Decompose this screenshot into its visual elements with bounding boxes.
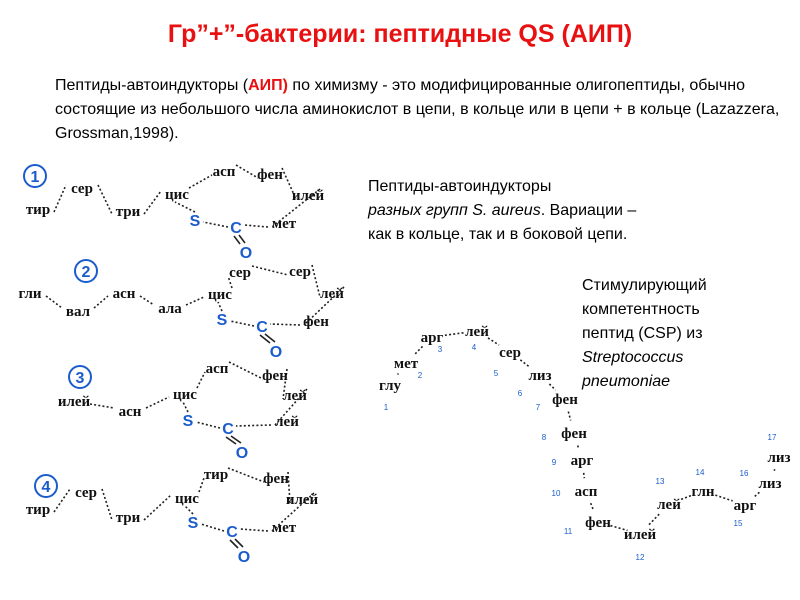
csp-residue: сер [499,345,521,361]
csp-bond [591,503,594,510]
aip-4-chain-bond [144,495,171,520]
aip-3-carbon-atom: C [222,421,234,438]
caption-saureus-line3: как в кольце, так и в боковой цепи. [368,226,628,243]
csp-residue: асп [574,484,598,500]
aip-3-ring-residue: цис [173,387,197,403]
aip-1-chain-residue: сер [71,181,93,197]
aip-4-chain-residue: три [115,510,141,526]
csp-bond [578,445,579,447]
aip-2-chain-bond [94,296,108,308]
aip-1-chain-residue: три [115,204,141,220]
csp-residue: глу [379,378,401,394]
aip-2-thioester-bond [230,321,254,326]
aip-1-ring-bond [236,165,258,178]
aip-3-chain-residue: асн [118,404,142,420]
aip-4-chain-residue: тир [25,502,51,518]
csp-bond [649,513,660,524]
aip-2-ring-bond [312,265,320,297]
aip-3-chain-residue: илей [57,394,91,410]
aip-1-oxygen-atom: O [239,245,253,262]
aip-4-chain-bond [102,489,112,520]
csp-residue-index: 14 [695,468,705,477]
aip-3-ring-residue: лей [275,414,299,430]
caption-saureus-italic: разных групп S. aureus [368,202,541,219]
csp-residue-index: 6 [517,389,523,398]
aip-4-ring-residue: цис [175,491,199,507]
intro-part1: Пептиды-автоиндукторы ( [55,77,249,94]
caption-csp-line5: pneumoniae [582,373,671,390]
aip-3-ring-bond [236,425,271,426]
aip-1-ring-bond [244,225,268,227]
aip-2-ring-bond [252,266,288,275]
caption-saureus-line2-rest: . Вариации – [540,202,637,219]
aip-1-chain-bond [144,191,161,214]
csp-residue: илей [623,527,657,543]
csp-residue-index: 2 [417,371,423,380]
csp-bond [445,333,464,336]
aip-1-number: 1 [30,169,40,186]
aip-4-ring-residue: фен [263,471,289,487]
aip-2-ring-residue: сер [289,264,311,280]
aip-2-ring-residue: цис [208,287,232,303]
intro-part2: по химизму - это модифицированные олигопептиды, обычно состоящие из небольшого числа аминокислот в цепи, в кольце или в цепи + в кольце (Lazazzera, Grossman,1998). [55,77,780,142]
csp-bond [488,338,499,345]
aip-3-ring-residue: лей [283,388,307,404]
aip-2-chain-bond [140,296,154,305]
csp-residue: арг [420,330,444,346]
aip-2-chain-residue: ала [158,301,182,317]
aip-3-oxygen-atom: O [235,445,249,462]
aip-3-cys-s-bond [183,402,188,412]
aip-3-chain-bond [146,397,169,408]
csp-residue: лей [465,324,489,340]
caption-csp-line3: пептид (CSP) из [582,325,703,342]
aip-2-ring-residue: фен [303,314,329,330]
aip-2-carbon-atom: C [256,319,268,336]
aip-4-ring-bond [228,468,264,482]
csp-bond [415,346,423,354]
aip-1-ring-residue: мет [271,216,297,232]
csp-residue: глн [691,484,715,500]
aip-2-chain-residue: вал [65,304,91,320]
csp-residue: арг [570,453,594,469]
aip-4-ring-residue: тир [203,467,229,483]
csp-bond [715,495,732,501]
aip-2-chain-bond [46,296,62,308]
aip-3-thioester-bond [196,422,220,428]
csp-residue: лей [657,497,681,513]
csp-residue-index: 3 [437,345,443,354]
csp-bond [398,374,399,375]
aip-4-cys-s-bond [185,506,193,514]
aip-1-ring-bond [189,175,212,188]
aip-2-number: 2 [81,264,91,281]
aip-1-sulfur-atom: S [189,213,201,230]
csp-residue-index: 15 [733,519,743,528]
csp-residue-index: 9 [551,458,557,467]
aip-1-cys-s-bond [175,202,195,212]
caption-csp-line1: Стимулирующий [582,277,707,294]
csp-residue-index: 16 [739,469,749,478]
csp-residue-index: 1 [383,403,389,412]
caption-csp-line4: Streptococcus [582,349,684,366]
aip-4-thioester-bond [201,524,224,531]
csp-residue: мет [393,356,419,372]
aip-4-ring-residue: мет [271,520,297,536]
aip-3-ring-residue: фен [262,368,288,384]
aip-1-thioester-bond [203,222,228,227]
aip-3-sulfur-atom: S [182,413,194,430]
csp-residue-index: 13 [655,477,665,486]
aip-3-ring-bond [197,372,205,388]
aip-2-ring-residue: сер [229,265,251,281]
caption-csp-line2: компетентность [582,301,700,318]
aip-4-chain-bond [54,489,70,512]
slide-title: Гр”+”-бактерии: пептидные QS (АИП) [167,20,633,48]
aip-1-carbon-atom: C [230,220,242,237]
aip-2-chain-bond [186,297,204,305]
aip-1-chain-residue: тир [25,202,51,218]
intro-highlight: АИП) [248,77,288,94]
csp-bond [568,412,570,421]
aip-4-ring-residue: илей [285,492,319,508]
aip-3-ring-residue: асп [205,361,229,377]
csp-residue-index: 10 [551,489,561,498]
aip-3-number: 3 [75,370,85,387]
aip-4-oxygen-atom: O [237,549,251,566]
csp-residue: фен [552,392,578,408]
csp-residue-index: 4 [471,343,477,352]
aip-2-oxygen-atom: O [269,344,283,361]
csp-bond [549,384,555,390]
aip-3-chain-bond [90,404,114,408]
aip-4-carbon-atom: C [226,524,238,541]
aip-1-ring-residue: илей [291,188,325,204]
csp-residue-index: 8 [541,433,547,442]
csp-residue-index: 17 [767,433,777,442]
aip-1-chain-bond [54,185,66,212]
aip-2-chain-residue: гли [18,286,42,302]
aip-2-sulfur-atom: S [216,312,228,329]
aip-1-carbonyl-bond [234,236,240,244]
aip-2-cys-s-bond [218,302,222,311]
csp-residue: арг [733,498,757,514]
caption-saureus-line1: Пептиды-автоиндукторы [368,178,552,195]
csp-bond [755,492,760,497]
aip-1-chain-bond [98,185,112,214]
csp-residue-index: 7 [535,403,541,412]
csp-residue: лиз [528,368,552,384]
aip-1-ring-residue: цис [165,187,189,203]
aip-3-ring-bond [229,362,263,379]
csp-bond [520,360,529,367]
csp-bond [584,473,585,478]
csp-residue: лиз [758,476,782,492]
aip-4-ring-bond [240,529,268,531]
csp-residue-index: 11 [563,527,573,536]
csp-bond [681,496,691,500]
aip-4-number: 4 [41,479,51,496]
aip-2-ring-bond [270,324,300,325]
csp-residue: лиз [767,450,791,466]
aip-4-chain-residue: сер [75,485,97,501]
csp-residue: фен [585,515,611,531]
csp-residue: фен [561,426,587,442]
csp-residue-index: 12 [635,553,645,562]
aip-2-chain-residue: асн [112,286,136,302]
aip-1-ring-residue: асп [212,164,236,180]
csp-residue-index: 5 [493,369,499,378]
aip-4-sulfur-atom: S [187,515,199,532]
aip-1-ring-residue: фен [257,167,283,183]
aip-2-ring-residue: лей [320,286,344,302]
